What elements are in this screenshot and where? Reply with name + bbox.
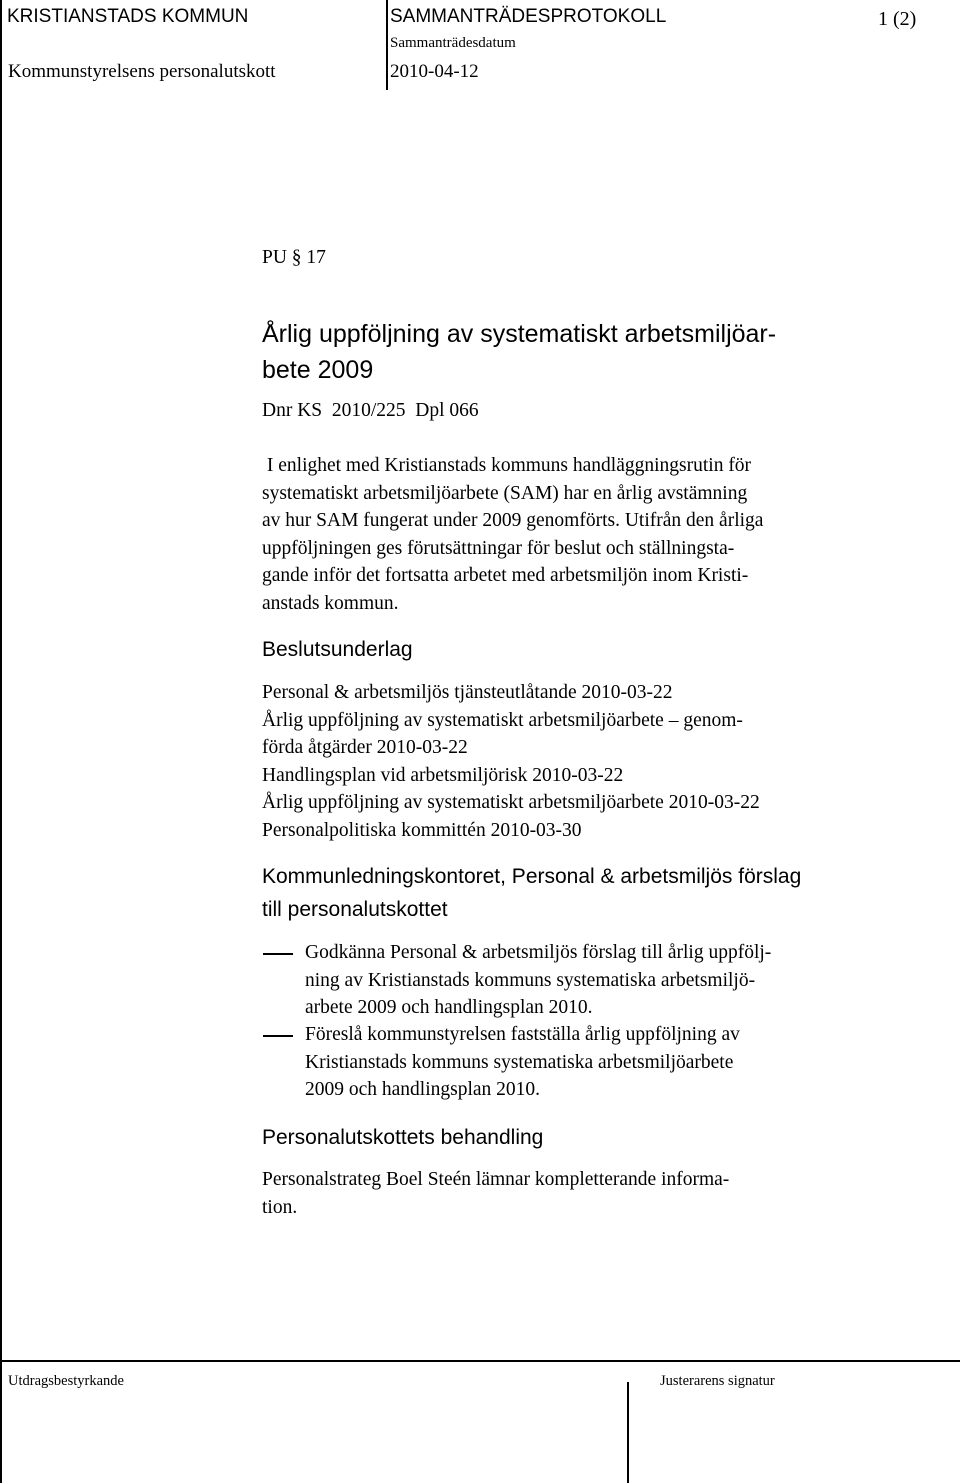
paragraph-ref: PU § 17 bbox=[262, 247, 326, 268]
forslag-item-line: Kristianstads kommuns systematiska arbetsmiljöarbete bbox=[305, 1051, 734, 1073]
signature-label: Justerarens signatur bbox=[660, 1373, 775, 1389]
forslag-item-line: ning av Kristianstads kommuns systematiska arbetsmiljö- bbox=[305, 969, 756, 991]
header-divider-line bbox=[386, 0, 388, 90]
doc-type: SAMMANTRÄDESPROTOKOLL bbox=[390, 6, 667, 27]
forslag-item-line: 2009 och handlingsplan 2010. bbox=[305, 1079, 541, 1100]
behandling-paragraph bbox=[262, 1166, 902, 1221]
diary-number: Dnr KS 2010/225 Dpl 066 bbox=[262, 400, 479, 421]
certification-label: Utdragsbestyrkande bbox=[8, 1373, 124, 1389]
forslag-item bbox=[305, 939, 771, 1022]
meeting-date: 2010-04-12 bbox=[390, 61, 479, 82]
beslutsunderlag-heading: Beslutsunderlag bbox=[262, 638, 413, 661]
footer-top-line bbox=[0, 1360, 960, 1362]
forslag-item-line: Godkänna Personal & arbetsmiljös förslag till årlig uppfölj- bbox=[305, 942, 772, 963]
behandling-heading: Personalutskottets behandling bbox=[262, 1126, 544, 1149]
beslutsunderlag-line: Årlig uppföljning av systematiskt arbetsmiljöarbete 2010-03-22 bbox=[262, 792, 760, 813]
dash-bullet-icon bbox=[263, 953, 293, 955]
section-title-line: bete 2009 bbox=[262, 356, 374, 384]
section-title-line: Årlig uppföljning av systematiskt arbetsmiljöar- bbox=[262, 320, 777, 348]
org-name: KRISTIANSTADS KOMMUN bbox=[7, 6, 249, 27]
date-label: Sammanträdesdatum bbox=[390, 35, 516, 51]
beslutsunderlag-line: Årlig uppföljning av systematiskt arbetsmiljöarbete – genom- bbox=[262, 709, 743, 731]
committee-name: Kommunstyrelsens personalutskott bbox=[8, 61, 276, 82]
intro-paragraph bbox=[262, 452, 902, 617]
forslag-heading-line: till personalutskottet bbox=[262, 898, 448, 921]
forslag-item-line: Föreslå kommunstyrelsen fastställa årlig uppföljning av bbox=[305, 1024, 740, 1045]
intro-line: I enlighet med Kristianstads kommuns handläggningsrutin för bbox=[262, 455, 752, 476]
beslutsunderlag-line: förda åtgärder 2010-03-22 bbox=[262, 737, 468, 758]
beslutsunderlag-line: Handlingsplan vid arbetsmiljörisk 2010-03-22 bbox=[262, 764, 624, 786]
intro-line: systematiskt arbetsmiljöarbete (SAM) har en årlig avstämning bbox=[262, 482, 748, 504]
left-margin-line bbox=[0, 0, 2, 1483]
forslag-heading bbox=[262, 860, 902, 926]
forslag-item-line: arbete 2009 och handlingsplan 2010. bbox=[305, 997, 593, 1018]
page-number: 1 (2) bbox=[878, 8, 917, 30]
forslag-heading-line: Kommunledningskontoret, Personal & arbetsmiljös förslag bbox=[262, 865, 802, 888]
section-title bbox=[262, 316, 902, 388]
intro-line: anstads kommun. bbox=[262, 592, 399, 614]
intro-line: gande inför det fortsatta arbetet med arbetsmiljön inom Kristi- bbox=[262, 565, 749, 586]
beslutsunderlag-list bbox=[262, 679, 902, 844]
beslutsunderlag-line: Personal & arbetsmiljös tjänsteutlåtande 2010-03-22 bbox=[262, 682, 673, 703]
behandling-line: Personalstrateg Boel Steén lämnar kompletterande informa- bbox=[262, 1169, 730, 1190]
intro-line: uppföljningen ges förutsättningar för beslut och ställningsta- bbox=[262, 537, 735, 559]
beslutsunderlag-line: Personalpolitiska kommittén 2010-03-30 bbox=[262, 819, 582, 841]
forslag-item bbox=[305, 1021, 740, 1104]
dash-bullet-icon bbox=[263, 1035, 293, 1037]
intro-line: av hur SAM fungerat under 2009 genomförts. Utifrån den årliga bbox=[262, 510, 764, 531]
footer-divider-line bbox=[627, 1382, 629, 1483]
behandling-line: tion. bbox=[262, 1196, 298, 1218]
